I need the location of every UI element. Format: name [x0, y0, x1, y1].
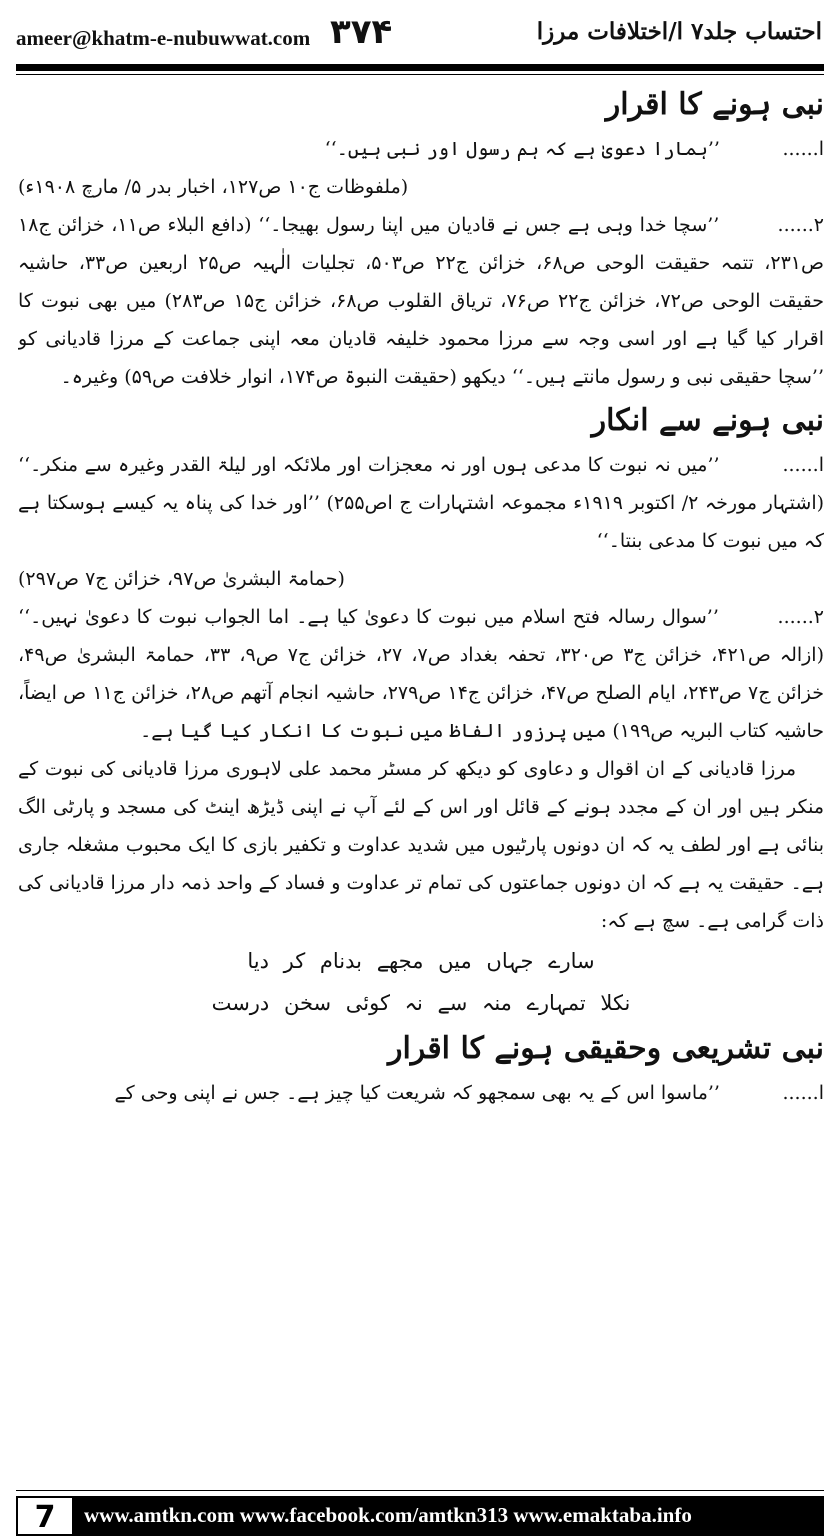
list-item — [18, 446, 824, 560]
header-rule-thin — [16, 74, 824, 75]
page-body — [18, 80, 824, 1468]
running-title: احتساب جلد۷ ا/اختلافات مرزا — [536, 18, 822, 45]
section-heading-2: نبی ہونے سے انکار — [591, 403, 824, 438]
citation: (حمامۃ البشریٰ ص۹۷، خزائن ج۷ ص۲۹۷) — [18, 568, 345, 590]
item-number: ا...... — [782, 454, 824, 476]
list-item — [18, 206, 824, 396]
section-heading-3: نبی تشریعی وحقیقی ہونے کا اقرار — [387, 1031, 824, 1066]
page-header — [0, 0, 840, 66]
quote-text: ’’ہمارا دعویٰ ہے کہ ہم رسول اور نبی ہیں۔‘‘ — [324, 138, 720, 160]
verse-line-2: نکلا تمہارے منہ سے نہ کوئی سخن درست — [211, 991, 631, 1015]
item-number: ۲...... — [777, 214, 824, 236]
section-heading-1: نبی ہونے کا اقرار — [605, 87, 824, 122]
item-number: ا...... — [782, 138, 824, 160]
footer-bar — [16, 1496, 824, 1536]
footer-rule — [16, 1490, 824, 1491]
quote-text: ’’میں نہ نبوت کا مدعی ہوں اور نہ معجزات اور ملائکہ اور لیلۃ القدر وغیرہ سے منکر۔‘‘ (اشتہار مورخہ ۲/ اکتوبر ۱۹۱۹ء مجموعہ اشتہارات ج اص۲۵۵) ’’اور خدا کی پناہ یہ کیسے ہوسکتا ہے کہ میں نبوت کا مدعی بنتا۔‘‘ — [18, 454, 824, 552]
verse-line-1: سارے جہاں میں مجھے بدنام کر دیا — [247, 949, 595, 973]
item-number: ۲...... — [777, 606, 824, 628]
citation: (ملفوظات ج۱۰ ص۱۲۷، اخبار بدر ۵/ مارچ ۱۹۰۸ء) — [18, 176, 409, 198]
page-footer — [0, 1490, 840, 1540]
header-rule-thick — [16, 64, 824, 71]
list-item — [18, 598, 824, 750]
list-item — [18, 130, 824, 168]
header-email: ameer@khatm-e-nubuwwat.com — [16, 26, 311, 50]
footer-urls: www.amtkn.com www.facebook.com/amtkn313 www.emaktaba.info — [84, 1503, 692, 1527]
item-number: ا...... — [782, 1082, 824, 1104]
quote-text: ’’سچا خدا وہی ہے جس نے قادیان میں اپنا رسول بھیجا۔‘‘ (دافع البلاء ص۱۱، خزائن ج۱۸ ص۲۳۱، تتمہ حقیقت الوحی ص۶۸، خزائن ج۲۲ ص۵۰۳، تجلیات الٰہیہ ص۲۵ اربعین ص۳۳، حاشیہ حقیقت الوحی ص۷۲، خزائن ج۲۲ ص۷۶، تریاق القلوب ص۶۸، خزائن ج۱۵ ص۲۸۳) میں بھی نبوت کا اقرار کیا گیا ہے اور اسی وجہ سے مرزا محمود خلیفہ قادیان معہ اپنی جماعت کے مرزا قادیانی کو ’’سچا حقیقی نبی و رسول مانتے ہیں۔‘‘ دیکھو (حقیقت النبوۃ ص۱۷۴، انوار خلافت ص۵۹) وغیرہ۔ — [18, 214, 824, 388]
body-paragraph: مرزا قادیانی کے ان اقوال و دعاوی کو دیکھ کر مسٹر محمد علی لاہوری مرزا قادیانی کی نبوت کے منکر ہیں اور ان کے مجدد ہونے کے قائل اور اس کے لئے آپ نے اپنی ڈیڑھ اینٹ کی مسجد و پارٹی الگ بنائی ہے اور لطف یہ کہ ان دونوں پارٹیوں میں شدید عداوت و تکفیر بازی کا ایک محبوب مشغلہ جاری ہے۔ حقیقت یہ ہے کہ ان دونوں جماعتوں کی تمام تر عداوت و فساد کے واحد ذمہ دار مرزا قادیانی کی ذات گرامی ہے۔ سچ ہے کہ: — [18, 758, 824, 932]
quote-text: ’’سوال رسالہ فتح اسلام میں نبوت کا دعویٰ کیا ہے۔ اما الجواب نبوت کا دعویٰ نہیں۔‘‘ (ازالہ ص۴۲۱، خزائن ج۳ ص۳۲۰، تحفہ بغداد ص۷، ۲۷، خزائن ج۷ ص۹، ۳۳، حمامۃ البشریٰ ص۴۹، خزائن ج۷ ص۲۴۳، ایام الصلح ص۴۷، خزائن ج۱۴ ص۲۷۹، حاشیہ انجام آتھم ص۲۸، خزائن ج۱۱ ص ایضاً، حاشیہ کتاب البریہ ص۱۹۹) میں پرزور الفاظ میں نبوت کا انکار کیا گیا ہے۔ — [18, 606, 824, 742]
list-item — [18, 1074, 824, 1112]
quote-text: ’’ماسوا اس کے یہ بھی سمجھو کہ شریعت کیا چیز ہے۔ جس نے اپنی وحی کے — [114, 1082, 720, 1104]
header-page-number: ۳۷۴ — [330, 12, 393, 52]
footer-page-number: 7 — [16, 1496, 74, 1536]
